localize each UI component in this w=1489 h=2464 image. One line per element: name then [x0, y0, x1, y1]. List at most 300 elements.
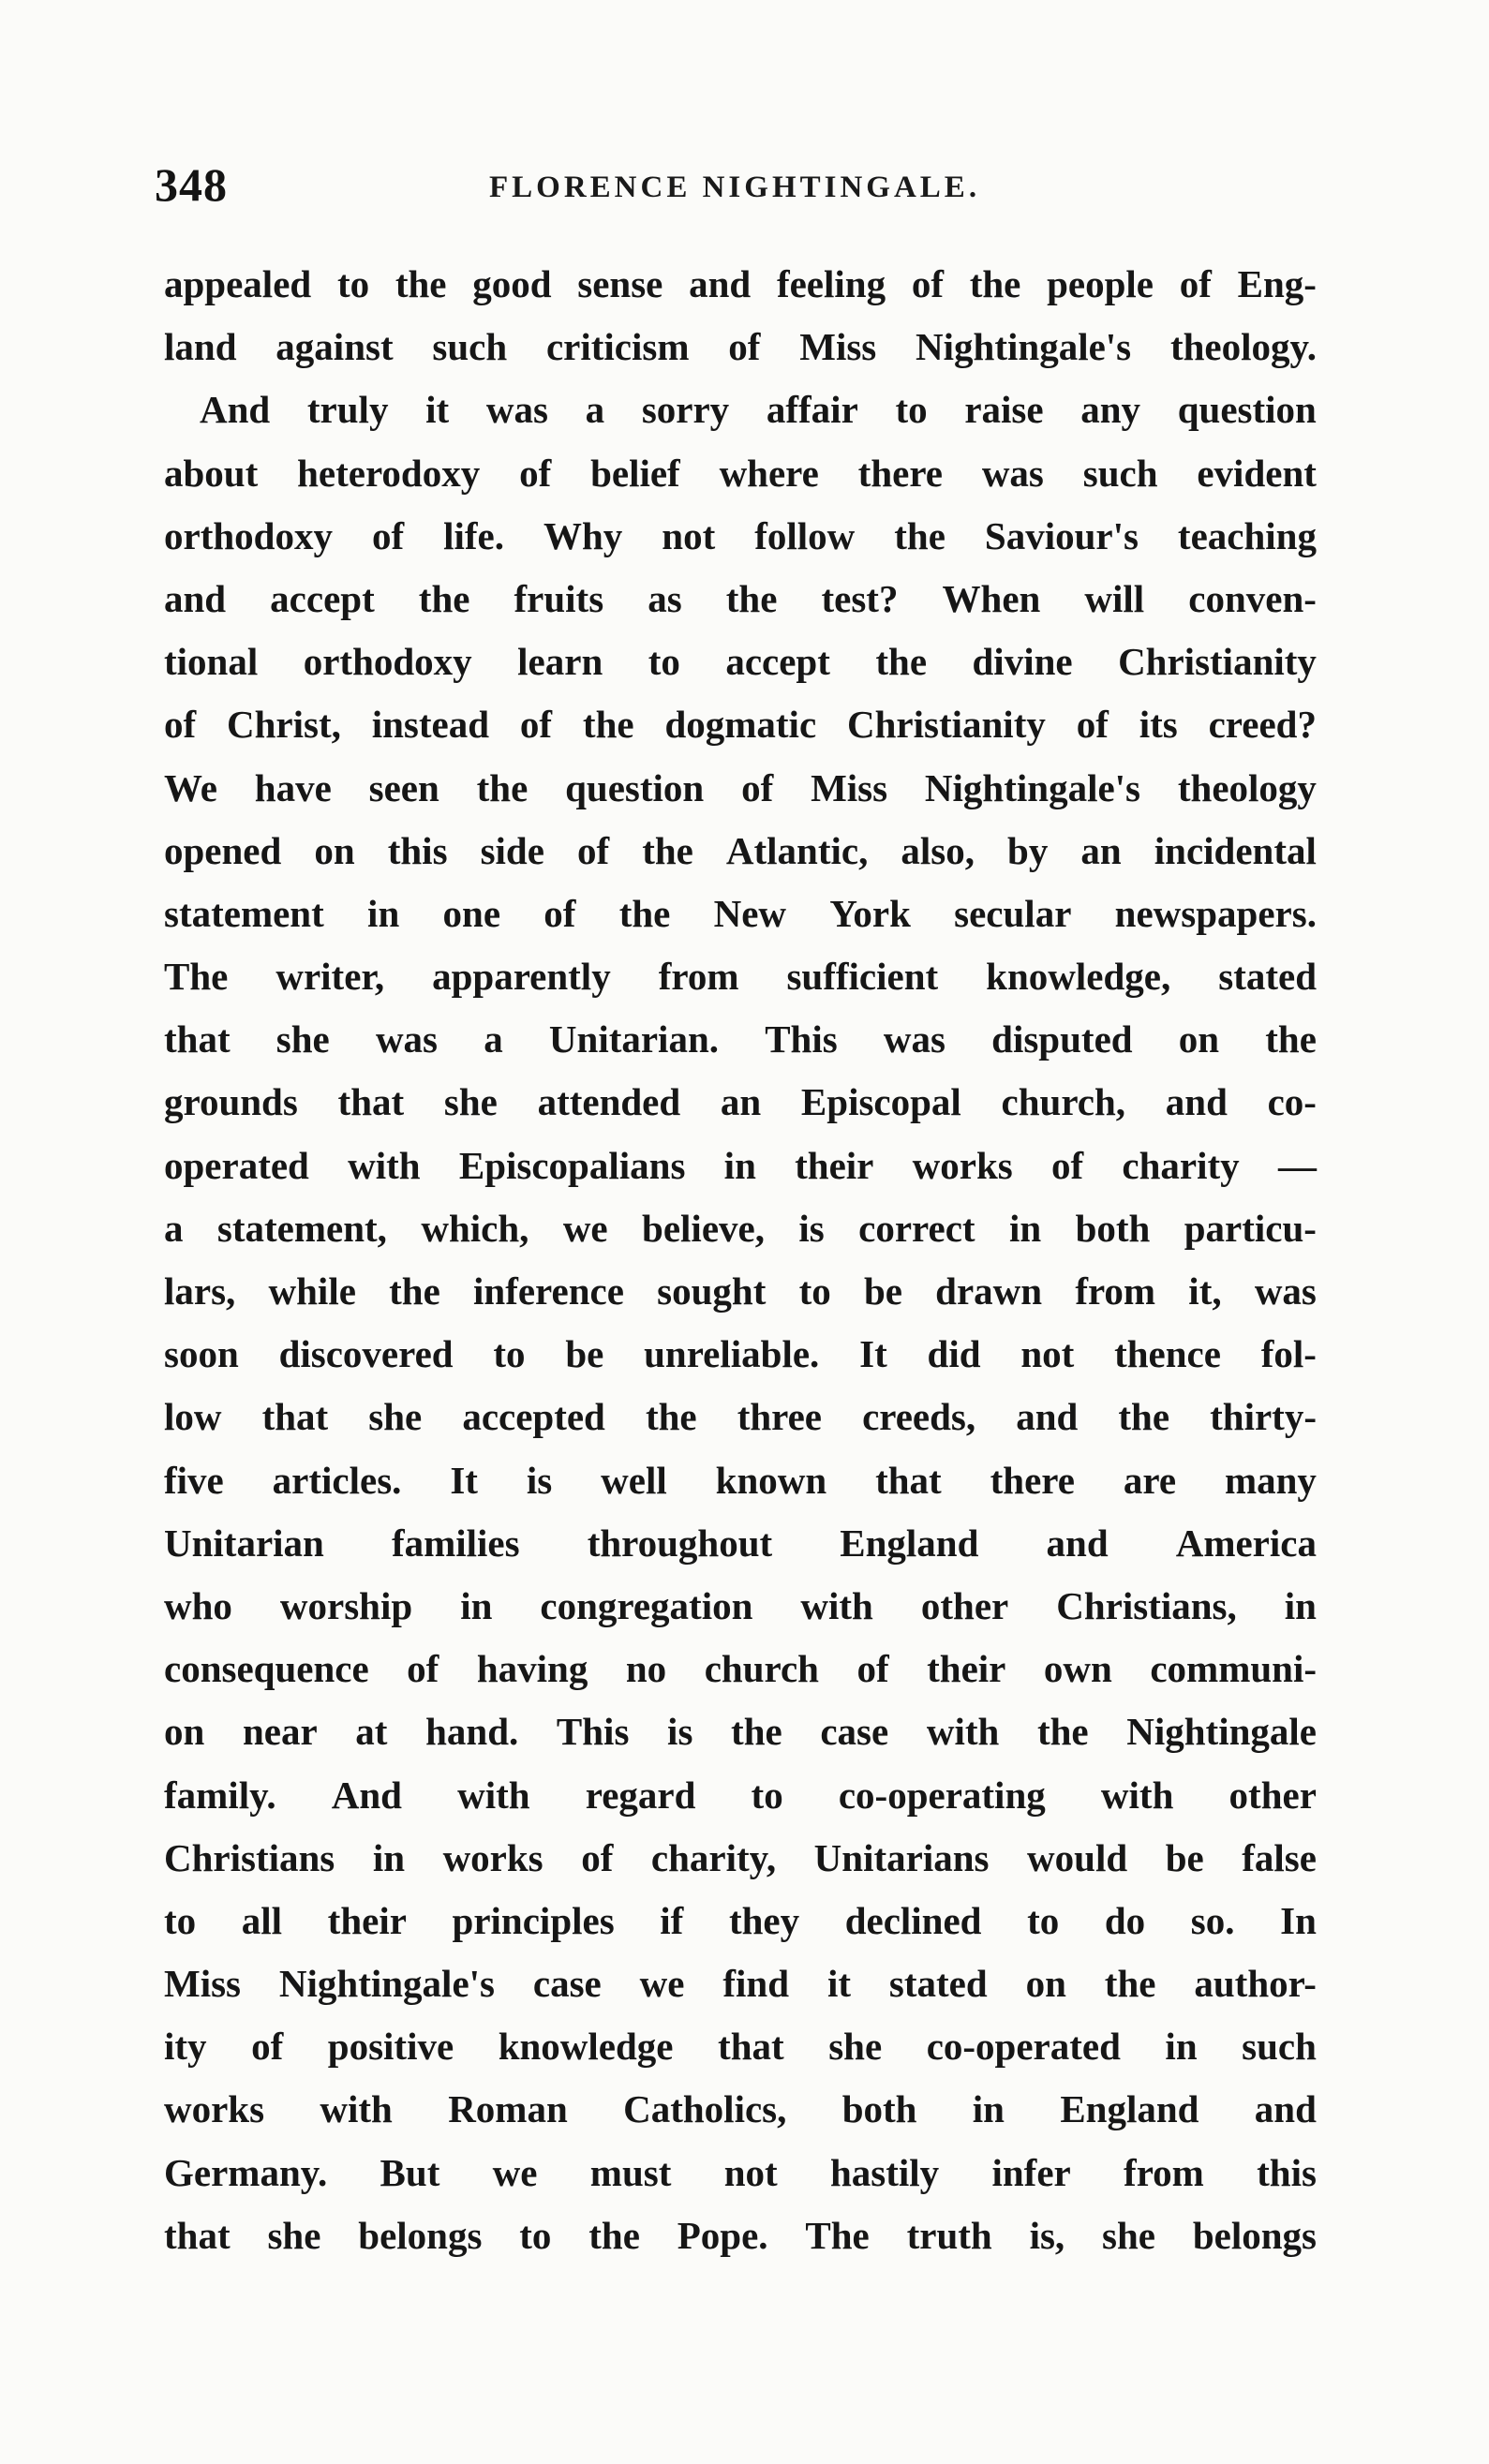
word: in	[723, 1143, 756, 1187]
word: other	[1228, 1773, 1317, 1817]
word: positive	[327, 2025, 454, 2069]
word: feeling	[776, 262, 886, 305]
word: the	[389, 1269, 440, 1313]
word: belongs	[1192, 2213, 1317, 2257]
word: if	[660, 1898, 684, 1942]
word: of	[407, 1647, 439, 1691]
word: sought	[657, 1269, 767, 1313]
word: fol-	[1260, 1332, 1317, 1376]
word: of	[911, 262, 944, 305]
word: particu-	[1184, 1206, 1317, 1250]
word: Unitarian.	[548, 1017, 720, 1061]
word: truth	[906, 2213, 992, 2257]
word: Miss	[164, 1962, 241, 2006]
word: drawn	[935, 1269, 1043, 1313]
word: Nightingale	[1126, 1710, 1317, 1754]
word: on	[164, 1710, 205, 1754]
word: such	[1242, 2025, 1317, 2069]
text-line	[164, 1575, 1317, 1638]
word: this	[1257, 2150, 1317, 2194]
text-line	[164, 631, 1317, 693]
word: with	[320, 2087, 393, 2131]
word: one	[442, 891, 501, 935]
word: Catholics,	[623, 2087, 787, 2131]
word: the	[1036, 1710, 1089, 1754]
word: Nightingale's	[916, 325, 1132, 369]
word: Saviour's	[984, 513, 1139, 557]
word: In	[1280, 1898, 1317, 1942]
word: the	[645, 1395, 697, 1439]
word: incidental	[1154, 828, 1317, 872]
word: from	[1124, 2150, 1204, 2194]
word: knowledge,	[986, 955, 1171, 999]
word: Miss	[811, 765, 888, 809]
word: works	[442, 1835, 543, 1879]
word: that	[164, 1017, 231, 1061]
word: of	[1051, 1143, 1084, 1187]
word: with	[1100, 1773, 1174, 1817]
word: lars,	[164, 1269, 236, 1313]
word: an	[1080, 828, 1122, 872]
word: church	[704, 1647, 819, 1691]
word: Christianity	[847, 703, 1046, 747]
word: will	[1084, 576, 1145, 620]
word: that	[718, 2025, 784, 2069]
text-line	[164, 568, 1317, 631]
text-line	[164, 1512, 1317, 1575]
word: worship	[279, 1583, 413, 1627]
text-line	[164, 1071, 1317, 1134]
word: that	[875, 1458, 942, 1502]
word: —	[1277, 1143, 1317, 1187]
word: evident	[1197, 451, 1317, 495]
word: seen	[368, 765, 439, 809]
word: must	[589, 2150, 672, 2194]
text-line	[164, 757, 1317, 820]
word: both	[841, 2087, 917, 2131]
text-line	[164, 316, 1317, 379]
word: there	[857, 451, 943, 495]
word: to	[164, 1898, 197, 1942]
word: to	[493, 1332, 526, 1376]
word: by	[1007, 828, 1049, 872]
word: Episcopalians	[458, 1143, 686, 1187]
word: we	[562, 1206, 608, 1250]
word: co-operated	[926, 2025, 1121, 2069]
word: divine	[972, 640, 1073, 684]
word: the	[418, 576, 470, 620]
word: teaching	[1177, 513, 1317, 557]
word: statement	[164, 891, 324, 935]
word: statement,	[216, 1206, 387, 1250]
text-line	[164, 883, 1317, 945]
word: New	[713, 891, 787, 935]
word: sorry	[641, 388, 730, 432]
text-line	[164, 379, 1317, 441]
text-line	[164, 2015, 1317, 2078]
word: works	[912, 1143, 1013, 1187]
running-head	[155, 157, 1326, 214]
word: and	[164, 576, 227, 620]
word: church,	[1001, 1080, 1126, 1124]
word: as	[648, 576, 682, 620]
word: criticism	[545, 325, 690, 369]
word: co-	[1267, 1080, 1317, 1124]
word: hastily	[829, 2150, 940, 2194]
word: belongs	[358, 2213, 483, 2257]
word: correct	[858, 1206, 975, 1250]
word: ity	[164, 2025, 207, 2069]
word: to	[519, 2213, 552, 2257]
word: Christ,	[227, 703, 341, 747]
word: creed?	[1208, 703, 1317, 747]
word: the	[1118, 1395, 1170, 1439]
word: no	[625, 1647, 667, 1691]
word: co-operating	[838, 1773, 1046, 1817]
word: throughout	[587, 1521, 773, 1565]
word: is	[526, 1458, 553, 1502]
word: family.	[164, 1773, 276, 1817]
word: other	[920, 1583, 1009, 1627]
word: grounds	[164, 1080, 298, 1124]
word: orthodoxy	[303, 640, 472, 684]
word: And	[331, 1773, 402, 1817]
word: we	[492, 2150, 538, 2194]
word: would	[1027, 1835, 1128, 1879]
word: many	[1224, 1458, 1317, 1502]
word: that	[164, 2213, 231, 2257]
word: The	[805, 2213, 870, 2257]
word: they	[728, 1898, 800, 1942]
word: learn	[517, 640, 603, 684]
word: all	[241, 1898, 283, 1942]
word: infer	[991, 2150, 1071, 2194]
word: from	[658, 955, 739, 999]
word: articles.	[272, 1458, 402, 1502]
word: affair	[766, 388, 858, 432]
word: that	[337, 1080, 405, 1124]
word: she	[1102, 2213, 1155, 2257]
word: appealed	[164, 262, 312, 305]
word: with	[800, 1583, 873, 1627]
word: of	[856, 1647, 889, 1691]
word: where	[719, 451, 819, 495]
word: not	[1020, 1332, 1075, 1376]
word: discovered	[278, 1332, 454, 1376]
word: This	[556, 1710, 630, 1754]
word: And	[200, 388, 271, 432]
text-line	[164, 1323, 1317, 1386]
word: case	[820, 1710, 889, 1754]
text-line	[164, 1952, 1317, 2015]
word: do	[1104, 1898, 1146, 1942]
word: the	[476, 765, 529, 809]
word: inference	[473, 1269, 624, 1313]
word: America	[1175, 1521, 1317, 1565]
word: tional	[164, 640, 259, 684]
word: the	[969, 262, 1021, 305]
word: is	[667, 1710, 693, 1754]
word: low	[164, 1395, 222, 1439]
word: with	[926, 1710, 1000, 1754]
word: well	[601, 1458, 667, 1502]
word: she	[828, 2025, 883, 2069]
word: with	[348, 1143, 421, 1187]
word: is,	[1029, 2213, 1065, 2257]
text-line	[164, 2078, 1317, 2141]
text-line	[164, 442, 1317, 505]
word: who	[164, 1583, 232, 1627]
word: apparently	[432, 955, 611, 999]
word: England	[840, 1521, 979, 1565]
text-line	[164, 1890, 1317, 1952]
word: conven-	[1188, 576, 1317, 620]
word: side	[480, 828, 544, 872]
word: which,	[421, 1206, 529, 1250]
word: Christianity	[1118, 640, 1317, 684]
running-title: FLORENCE NIGHTINGALE.	[489, 171, 981, 204]
word: case	[532, 1962, 602, 2006]
word: it	[826, 1962, 851, 2006]
word: truly	[306, 388, 389, 432]
word: about	[164, 451, 259, 495]
word: the	[395, 262, 447, 305]
word: thence	[1114, 1332, 1221, 1376]
word: land	[164, 325, 237, 369]
word: was	[883, 1017, 946, 1061]
word: both	[1075, 1206, 1151, 1250]
word: having	[476, 1647, 588, 1691]
word: Germany.	[164, 2150, 328, 2194]
page-number: 348	[155, 158, 228, 211]
word: find	[722, 1962, 790, 2006]
word: unreliable.	[644, 1332, 820, 1376]
word: at	[355, 1710, 388, 1754]
text-line	[164, 1260, 1317, 1323]
word: consequence	[164, 1647, 369, 1691]
word: congregation	[540, 1583, 753, 1627]
word: Unitarians	[813, 1835, 990, 1879]
word: against	[275, 325, 394, 369]
word: accepted	[462, 1395, 605, 1439]
text-line	[164, 2204, 1317, 2267]
word: have	[254, 765, 332, 809]
word: of	[371, 513, 405, 557]
word: Christians	[164, 1835, 335, 1879]
text-line	[164, 2142, 1317, 2204]
word: with	[457, 1773, 530, 1817]
word: secular	[954, 891, 1072, 935]
word: stated	[888, 1962, 988, 2006]
word: operated	[164, 1143, 309, 1187]
word: such	[1082, 451, 1158, 495]
word: be	[1165, 1835, 1204, 1879]
word: their	[327, 1898, 407, 1942]
word: of	[543, 891, 576, 935]
word: declined	[844, 1898, 982, 1942]
word: orthodoxy	[164, 513, 333, 557]
word: hand.	[425, 1710, 519, 1754]
word: in	[972, 2087, 1005, 2131]
word: was	[981, 451, 1044, 495]
word: three	[737, 1395, 822, 1439]
word: it	[425, 388, 450, 432]
word: This	[765, 1017, 838, 1061]
word: there	[990, 1458, 1075, 1502]
word: fruits	[514, 576, 604, 620]
text-line	[164, 1197, 1317, 1260]
word: a	[164, 1206, 184, 1250]
word: near	[242, 1710, 318, 1754]
word: false	[1242, 1835, 1317, 1879]
word: she	[368, 1395, 423, 1439]
word: creeds,	[862, 1395, 976, 1439]
word: dogmatic	[664, 703, 817, 747]
text-line	[164, 253, 1317, 316]
word: The	[164, 955, 229, 999]
word: in	[367, 891, 400, 935]
word: are	[1123, 1458, 1177, 1502]
word: charity	[1122, 1143, 1240, 1187]
word: she	[275, 1017, 330, 1061]
word: of	[251, 2025, 284, 2069]
word: sense	[577, 262, 663, 305]
word: We	[164, 765, 217, 809]
word: author-	[1194, 1962, 1317, 2006]
word: to	[336, 262, 370, 305]
word: knowledge	[498, 2025, 674, 2069]
word: people	[1047, 262, 1154, 305]
word: the	[582, 703, 634, 747]
word: on	[314, 828, 355, 872]
word: to	[751, 1773, 783, 1817]
word: Why	[543, 513, 623, 557]
word: accept	[725, 640, 830, 684]
word: raise	[964, 388, 1044, 432]
word: such	[432, 325, 508, 369]
word: life.	[443, 513, 504, 557]
word: But	[380, 2150, 440, 2194]
word: while	[268, 1269, 356, 1313]
word: not	[723, 2150, 778, 2194]
text-line	[164, 505, 1317, 568]
text-line	[164, 1008, 1317, 1071]
word: of	[576, 828, 610, 872]
word: and	[1016, 1395, 1079, 1439]
word: in	[460, 1583, 493, 1627]
word: instead	[371, 703, 490, 747]
word: their	[927, 1647, 1006, 1691]
word: opened	[164, 828, 282, 872]
word: follow	[754, 513, 856, 557]
word: on	[1025, 1962, 1066, 2006]
word: on	[1178, 1017, 1220, 1061]
text-line	[164, 1135, 1317, 1197]
word: from	[1075, 1269, 1156, 1313]
text-line	[164, 1764, 1317, 1827]
word: to	[648, 640, 680, 684]
word: and	[689, 262, 752, 305]
word: it,	[1188, 1269, 1222, 1313]
word: the	[725, 576, 778, 620]
word: be	[863, 1269, 902, 1313]
word: Episcopal	[800, 1080, 961, 1124]
word: be	[565, 1332, 604, 1376]
word: works	[164, 2087, 265, 2131]
word: the	[618, 891, 671, 935]
word: she	[267, 2213, 321, 2257]
text-line	[164, 1827, 1317, 1890]
word: stated	[1218, 955, 1317, 999]
word: the	[642, 828, 693, 872]
text-line	[164, 820, 1317, 883]
word: Eng-	[1237, 262, 1317, 305]
word: of	[1076, 703, 1109, 747]
word: in	[1284, 1583, 1317, 1627]
word: and	[1046, 1521, 1109, 1565]
word: theology	[1177, 765, 1317, 809]
word: question	[565, 765, 705, 809]
word: did	[927, 1332, 981, 1376]
word: of	[519, 703, 553, 747]
word: of	[164, 703, 197, 747]
word: disputed	[991, 1017, 1133, 1061]
body-text	[164, 253, 1317, 2267]
word: soon	[164, 1332, 239, 1376]
word: England	[1060, 2087, 1199, 2131]
word: in	[372, 1835, 406, 1879]
word: was	[375, 1017, 439, 1061]
word: we	[639, 1962, 685, 2006]
word: It	[859, 1332, 887, 1376]
word: was	[1254, 1269, 1317, 1313]
word: theology.	[1169, 325, 1317, 369]
word: the	[1265, 1017, 1317, 1061]
word: good	[472, 262, 552, 305]
word: an	[720, 1080, 762, 1124]
word: Pope.	[677, 2213, 768, 2257]
word: principles	[452, 1898, 615, 1942]
word: When	[942, 576, 1041, 620]
word: sufficient	[786, 955, 939, 999]
word: and	[1165, 1080, 1228, 1124]
word: and	[1254, 2087, 1317, 2131]
word: not	[662, 513, 716, 557]
word: belief	[590, 451, 680, 495]
word: to	[1027, 1898, 1060, 1942]
word: any	[1080, 388, 1141, 432]
text-line	[164, 945, 1317, 1008]
text-line	[164, 1449, 1317, 1512]
word: of	[741, 765, 774, 809]
word: known	[715, 1458, 827, 1502]
word: a	[484, 1017, 503, 1061]
word: Christians,	[1056, 1583, 1237, 1627]
word: the	[731, 1710, 782, 1754]
word: the	[894, 513, 946, 557]
word: also,	[901, 828, 975, 872]
word: is	[798, 1206, 825, 1250]
word: own	[1043, 1647, 1112, 1691]
word: so.	[1190, 1898, 1235, 1942]
word: question	[1177, 388, 1317, 432]
word: of	[519, 451, 552, 495]
word: writer,	[275, 955, 385, 999]
word: Roman	[448, 2087, 568, 2131]
word: in	[1008, 1206, 1042, 1250]
word: five	[164, 1458, 224, 1502]
word: accept	[270, 576, 375, 620]
